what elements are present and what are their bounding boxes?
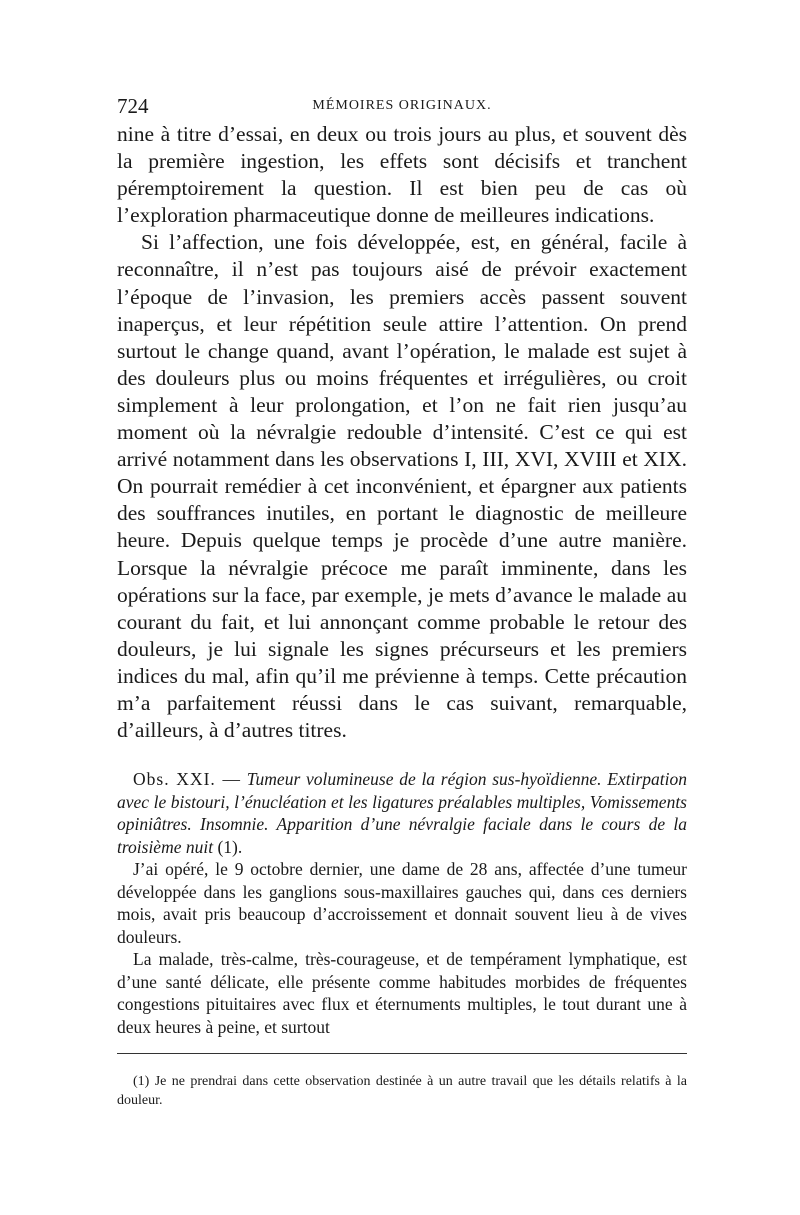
paragraph-diagnosis: Si l’affection, une fois développée, est, en général, facile à reconnaître, il n’est pas toujours aisé de prévoir exactement l’époque de l’invasion, les premiers accès passent souvent inaperçus, et leur répétition seule attire l’attention. On prend surtout le change quand, avant l’opération, le malade est sujet à des douleurs plus ou moins fréquentes et irrégulières, ou croit simplement à leur prolongation, et l’on ne fait rien jusqu’au moment où la névralgie redouble d’intensité. C’est ce qui est arrivé notamment dans les observations I, III, XVI, XVIII et XIX. On pourrait remédier à cet inconvénient, et épargner aux patients des souffrances inutiles, en portant le diagnostic de meilleure heure. Depuis quelque temps je procède d’une autre manière. Lorsque la névralgie précoce me paraît imminente, dans les opérations sur la face, par exemple, je mets d’avance le malade au courant du fait, et lui annonçant comme probable le retour des douleurs, je lui signale les signes précurseurs et les premiers indices du mal, afin qu’il me prévienne à temps. Cette précaution m’a parfaitement réussi dans le cas suivant, remarquable, d’ailleurs, à d’autres titres.: [117, 230, 687, 743]
observation-heading: [117, 768, 687, 858]
observation-paragraph-2: La malade, très-calme, très-courageuse, et de tempérament lymphatique, est d’une santé délicate, elle présente comme habitudes morbides de fréquentes congestions pituitaires avec flux et éternuments multiples, le tout durant une à deux heures à peine, et surtout: [117, 949, 687, 1037]
footnote: [117, 1072, 687, 1110]
running-head: [117, 94, 687, 118]
main-text: [117, 121, 687, 744]
observation-section: [117, 768, 687, 1038]
footnote-text: (1) Je ne prendrai dans cette observation destinée à un autre travail que les détails relatifs à la douleur.: [117, 1074, 687, 1108]
footnote-divider: [117, 1053, 687, 1054]
observation-title: Tumeur volumineuse de la région sus-hyoïdienne. Extirpation avec le bistouri, l’énucléation et les ligatures préalables multiples, Vomissements opiniâtres. Insomnie. Apparition d’une névralgie faciale dans le cours de la troisième nuit: [117, 769, 688, 857]
paragraph-continuation: nine à titre d’essai, en deux ou trois jours au plus, et souvent dès la première ingestion, les effets sont décisifs et tranchent péremptoirement la question. Il est bien peu de cas où l’exploration pharmaceutique donne de meilleures indications.: [117, 122, 687, 228]
page-number: 724: [117, 94, 149, 118]
running-title: MÉMOIRES ORIGINAUX.: [312, 98, 492, 113]
observation-paragraph-1: J’ai opéré, le 9 octobre dernier, une dame de 28 ans, affectée d’une tumeur développée dans les ganglions sous-maxillaires gauches qui, dans ces derniers mois, avait pris beaucoup d’accroissement et donnait souvent lieu à de vives douleurs.: [117, 859, 687, 947]
observation-label: Obs. XXI. —: [133, 769, 242, 789]
footnote-reference: (1).: [213, 836, 243, 857]
